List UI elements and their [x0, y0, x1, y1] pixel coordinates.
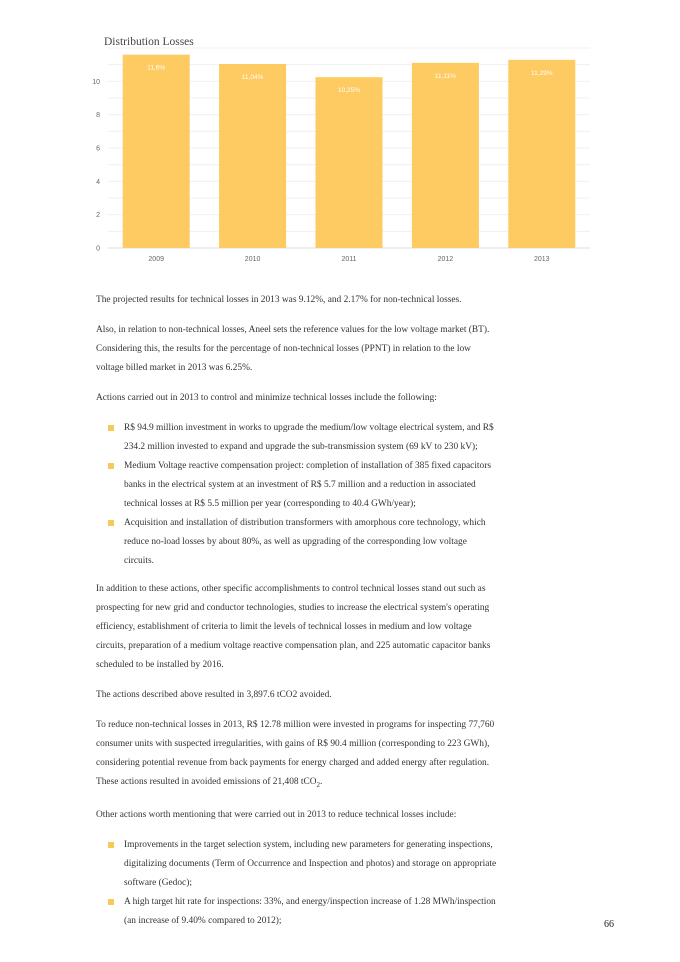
paragraph-other-accomplishments: In addition to these actions, other specific accomplishments to control technical losses stand out such as prospecting for new grid and conductor technologies, studies to increase the electrical system's operating efficiency, establishment of criteria to limit the levels of technical losses in medium and low voltage circuits, preparation of a medium voltage reactive compensation plan, and 225 automatic capacitor banks scheduled to be installed by 2016.: [96, 584, 491, 670]
paragraph-technical-losses: The projected results for technical losses in 2013 was 9.12%, and 2.17% for non-technical losses.: [96, 295, 462, 305]
body-text: [96, 291, 498, 940]
paragraph-other-actions-intro: Other actions worth mentioning that were carried out in 2013 to reduce technical losses include:: [96, 809, 457, 820]
data-label: 11,04%: [241, 74, 264, 81]
list-item-text: Acquisition and installation of distribution transformers with amorphous core technology, which reduce no-load losses by about 80%, as well as upgrading of the corresponding low voltage circuits.: [124, 518, 486, 566]
data-label: 11,6%: [147, 64, 166, 72]
bar-2012: [412, 63, 479, 248]
y-tick-label: 8: [96, 112, 100, 120]
x-tick-label: 2013: [534, 256, 550, 263]
paragraph-non-technical-reference: Also, in relation to non-technical losses, Aneel sets the reference values for the low voltage market (BT). Considering this, the results for the percentage of non-technical losses (PPNT) in relation to the low voltage billed market in 2013 was 6.25%.: [96, 325, 490, 373]
data-label: 11,11%: [434, 72, 456, 80]
list-item: [96, 514, 498, 571]
y-tick-label: 10: [92, 78, 100, 86]
list-item-text: R$ 94.9 million investment in works to upgrade the medium/low voltage electrical system, and R$ 234.2 million invested to expand and upgrade the sub-transmission system (69 kV to 230 kV);: [124, 423, 494, 452]
y-tick-label: 2: [96, 212, 100, 220]
x-tick-label: 2010: [244, 256, 261, 263]
list-item: [96, 893, 498, 931]
data-label: 11,29%: [531, 69, 553, 77]
bar-2009: [123, 55, 190, 248]
bullet-icon: [108, 463, 114, 469]
bar-2013: [508, 60, 575, 248]
distribution-losses-chart: [0, 0, 680, 280]
bar-2010: [219, 64, 286, 248]
bullet-icon: [108, 520, 114, 526]
data-label: 10,25%: [337, 87, 361, 95]
y-tick-label: 6: [96, 145, 100, 153]
bar-2011: [316, 77, 383, 248]
page-number: 66: [604, 919, 614, 930]
list-item-text: Medium Voltage reactive compensation project: completion of installation of 385 fixed capacitors banks in the electrical system at an investment of R$ 5.7 million and a reduction in associated technical losses at R$ 5.5 million per year (corresponding to 40.4 GWh/year);: [124, 461, 491, 509]
list-item: [96, 419, 498, 457]
paragraph-non-technical-investment: [96, 716, 498, 795]
paragraph-co2-avoided: The actions described above resulted in 3,897.6 tCO2 avoided.: [96, 690, 332, 700]
co2-subscript: 2: [316, 780, 321, 789]
bullet-icon: [108, 899, 114, 905]
investment-period: .: [320, 777, 323, 787]
x-tick-label: 2012: [437, 256, 454, 263]
y-tick-label: 0: [96, 245, 100, 253]
x-tick-label: 2009: [148, 256, 164, 263]
y-tick-label: 4: [96, 178, 100, 186]
list-item: [96, 836, 498, 893]
x-tick-label: 2011: [341, 256, 357, 263]
bullet-icon: [108, 425, 114, 431]
chart-title: Distribution Losses: [104, 36, 194, 48]
bullet-icon: [108, 842, 114, 848]
technical-actions-list: [96, 419, 498, 571]
list-item: [96, 457, 498, 514]
list-item-text: Improvements in the target selection system, including new parameters for generating inspections, digitalizing documents (Term of Occurrence and Inspection and photos) and storage on appropriate software (Gedoc);: [124, 839, 497, 888]
paragraph-actions-intro: Actions carried out in 2013 to control and minimize technical losses include the following:: [96, 393, 437, 403]
other-actions-list: [96, 836, 498, 931]
list-item-text: A high target hit rate for inspections: 33%, and energy/inspection increase of 1.28 MWh/inspection (an increase of 9.40% compared to 2012);: [124, 896, 496, 926]
investment-text: To reduce non-technical losses in 2013, R$ 12.78 million were invested in programs for inspecting 77,760 consumer units with suspected irregularities, with gains of R$ 90.4 million (corresponding to 223 GWh), considering potential revenue from back payments for energy charged and added energy after regulation. These actions resulted in avoided emissions of 21,408 tCO: [96, 720, 495, 787]
